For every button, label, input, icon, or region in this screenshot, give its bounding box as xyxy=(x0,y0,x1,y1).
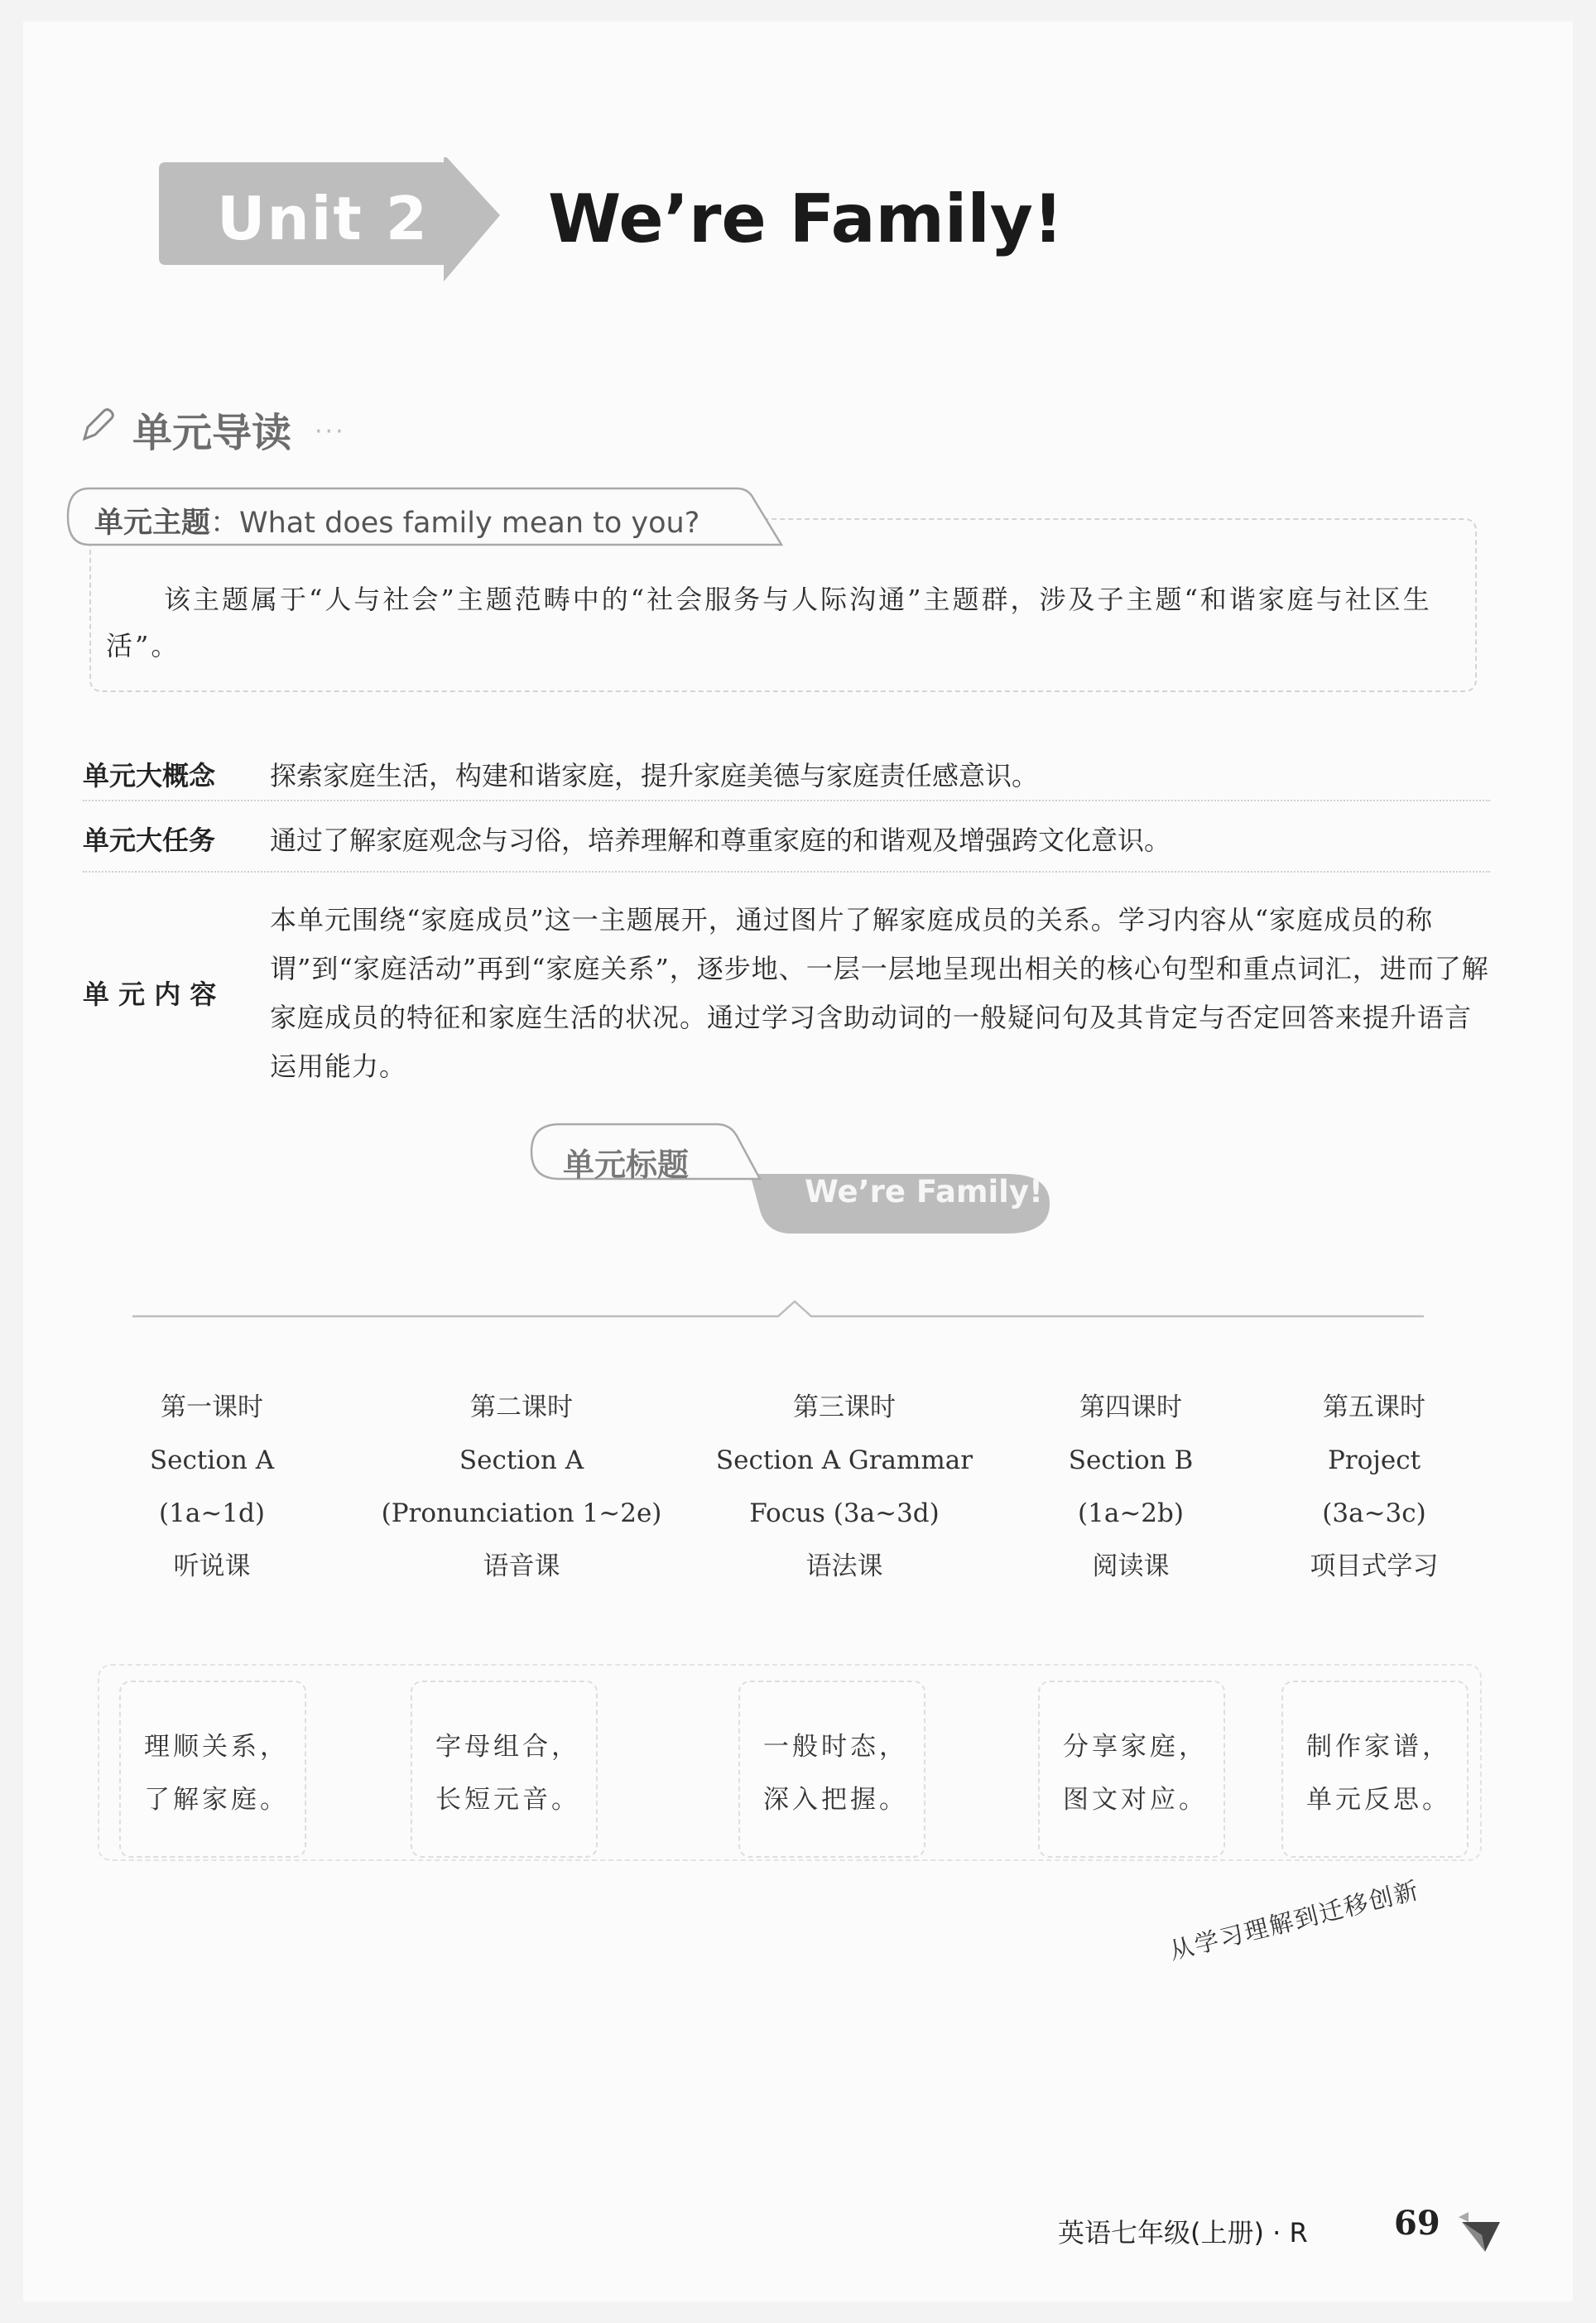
unit-title: We’re Family! xyxy=(548,180,1064,257)
lesson-section: Section A xyxy=(459,1445,584,1475)
card-line: 一般时态， xyxy=(763,1732,908,1762)
lesson-section: Section A xyxy=(149,1445,275,1475)
lesson-type: 阅读课 xyxy=(1092,1551,1170,1581)
card-line: 制作家谱， xyxy=(1306,1732,1451,1762)
lesson-range: (Pronunciation 1~2e) xyxy=(381,1498,662,1528)
lesson-range: (1a~2b) xyxy=(1078,1498,1184,1528)
book-title: 英语七年级(上册) · R xyxy=(1058,2217,1308,2248)
lesson-type: 项目式学习 xyxy=(1310,1551,1439,1581)
card-line: 深入把握。 xyxy=(763,1785,908,1815)
card-line: 长短元音。 xyxy=(435,1785,580,1815)
unit-label: Unit 2 xyxy=(217,184,429,253)
lesson-range: (3a~3c) xyxy=(1322,1498,1426,1528)
summary-card xyxy=(1038,1681,1225,1858)
lesson-2 xyxy=(364,1381,679,1593)
content-label: 单 元 内 容 xyxy=(83,979,217,1010)
summary-card xyxy=(411,1681,598,1858)
task-text: 通过了解家庭观念与习俗，培养理解和尊重家庭的和谐观及增强跨文化意识。 xyxy=(270,825,1171,856)
lesson-period: 第二课时 xyxy=(470,1392,573,1422)
theme-label-cn: 单元主题 xyxy=(94,507,211,540)
card-line: 图文对应。 xyxy=(1063,1785,1208,1815)
lesson-section: Section A Grammar xyxy=(715,1445,973,1475)
lesson-type: 语法课 xyxy=(805,1551,883,1581)
pencil-icon xyxy=(79,406,118,444)
lesson-range: (1a~1d) xyxy=(159,1498,265,1528)
lesson-period: 第三课时 xyxy=(793,1392,896,1422)
summary-card xyxy=(1281,1681,1469,1858)
lesson-1 xyxy=(55,1381,369,1593)
lesson-5 xyxy=(1217,1381,1531,1593)
card-line: 分享家庭， xyxy=(1063,1732,1208,1762)
card-line: 理顺关系， xyxy=(144,1732,289,1762)
theme-label xyxy=(94,500,699,541)
lesson-period: 第五课时 xyxy=(1323,1392,1425,1422)
summary-card xyxy=(119,1681,306,1858)
lesson-section: Section B xyxy=(1068,1445,1194,1475)
card-line: 单元反思。 xyxy=(1306,1785,1451,1815)
lesson-3 xyxy=(687,1381,1002,1593)
lesson-period: 第一课时 xyxy=(161,1392,263,1422)
summary-card xyxy=(738,1681,925,1858)
lesson-range: Focus (3a~3d) xyxy=(749,1498,940,1528)
content-text: 本单元围绕“家庭成员”这一主题展开，通过图片了解家庭成员的关系。学习内容从“家庭成员的称谓”到“家庭活动”再到“家庭关系”，逐步地、一层一层地呈现出相关的核心句型和重点词汇，进而了解家庭成员的特征和家庭生活的状况。通过学习含助动词的一般疑问句及其肯定与否定回答来提升语言运用能力。 xyxy=(270,904,1489,1082)
card-line: 了解家庭。 xyxy=(144,1785,289,1815)
lesson-type: 听说课 xyxy=(173,1551,251,1581)
concept-label: 单元大概念 xyxy=(83,760,216,791)
concept-text: 探索家庭生活，构建和谐家庭，提升家庭美德与家庭责任感意识。 xyxy=(270,760,1039,791)
heading-dots: ··· xyxy=(315,417,346,446)
theme-question: ：What does family mean to you? xyxy=(210,507,700,540)
card-line: 字母组合， xyxy=(435,1732,580,1762)
arrow-divider xyxy=(132,1291,1424,1325)
divider xyxy=(83,800,1490,801)
unit-title-label: 单元标题 xyxy=(563,1147,690,1183)
divider xyxy=(83,871,1490,873)
task-label: 单元大任务 xyxy=(83,825,216,856)
section-heading: 单元导读 xyxy=(132,410,292,456)
theme-description: 该主题属于“人与社会”主题范畴中的“社会服务与人际沟通”主题群，涉及子主题“和谐家庭与社区生活”。 xyxy=(106,584,1432,661)
progression-caption: 从学习理解到迁移创新 xyxy=(1166,1875,1423,1965)
unit-title-capsule-text: We’re Family! xyxy=(805,1174,1043,1210)
lesson-period: 第四课时 xyxy=(1079,1392,1182,1422)
lesson-type: 语音课 xyxy=(483,1551,560,1581)
corner-arrow-icon xyxy=(1457,2207,1507,2257)
lesson-section: Project xyxy=(1327,1445,1421,1475)
page-number: 69 xyxy=(1394,2204,1440,2243)
